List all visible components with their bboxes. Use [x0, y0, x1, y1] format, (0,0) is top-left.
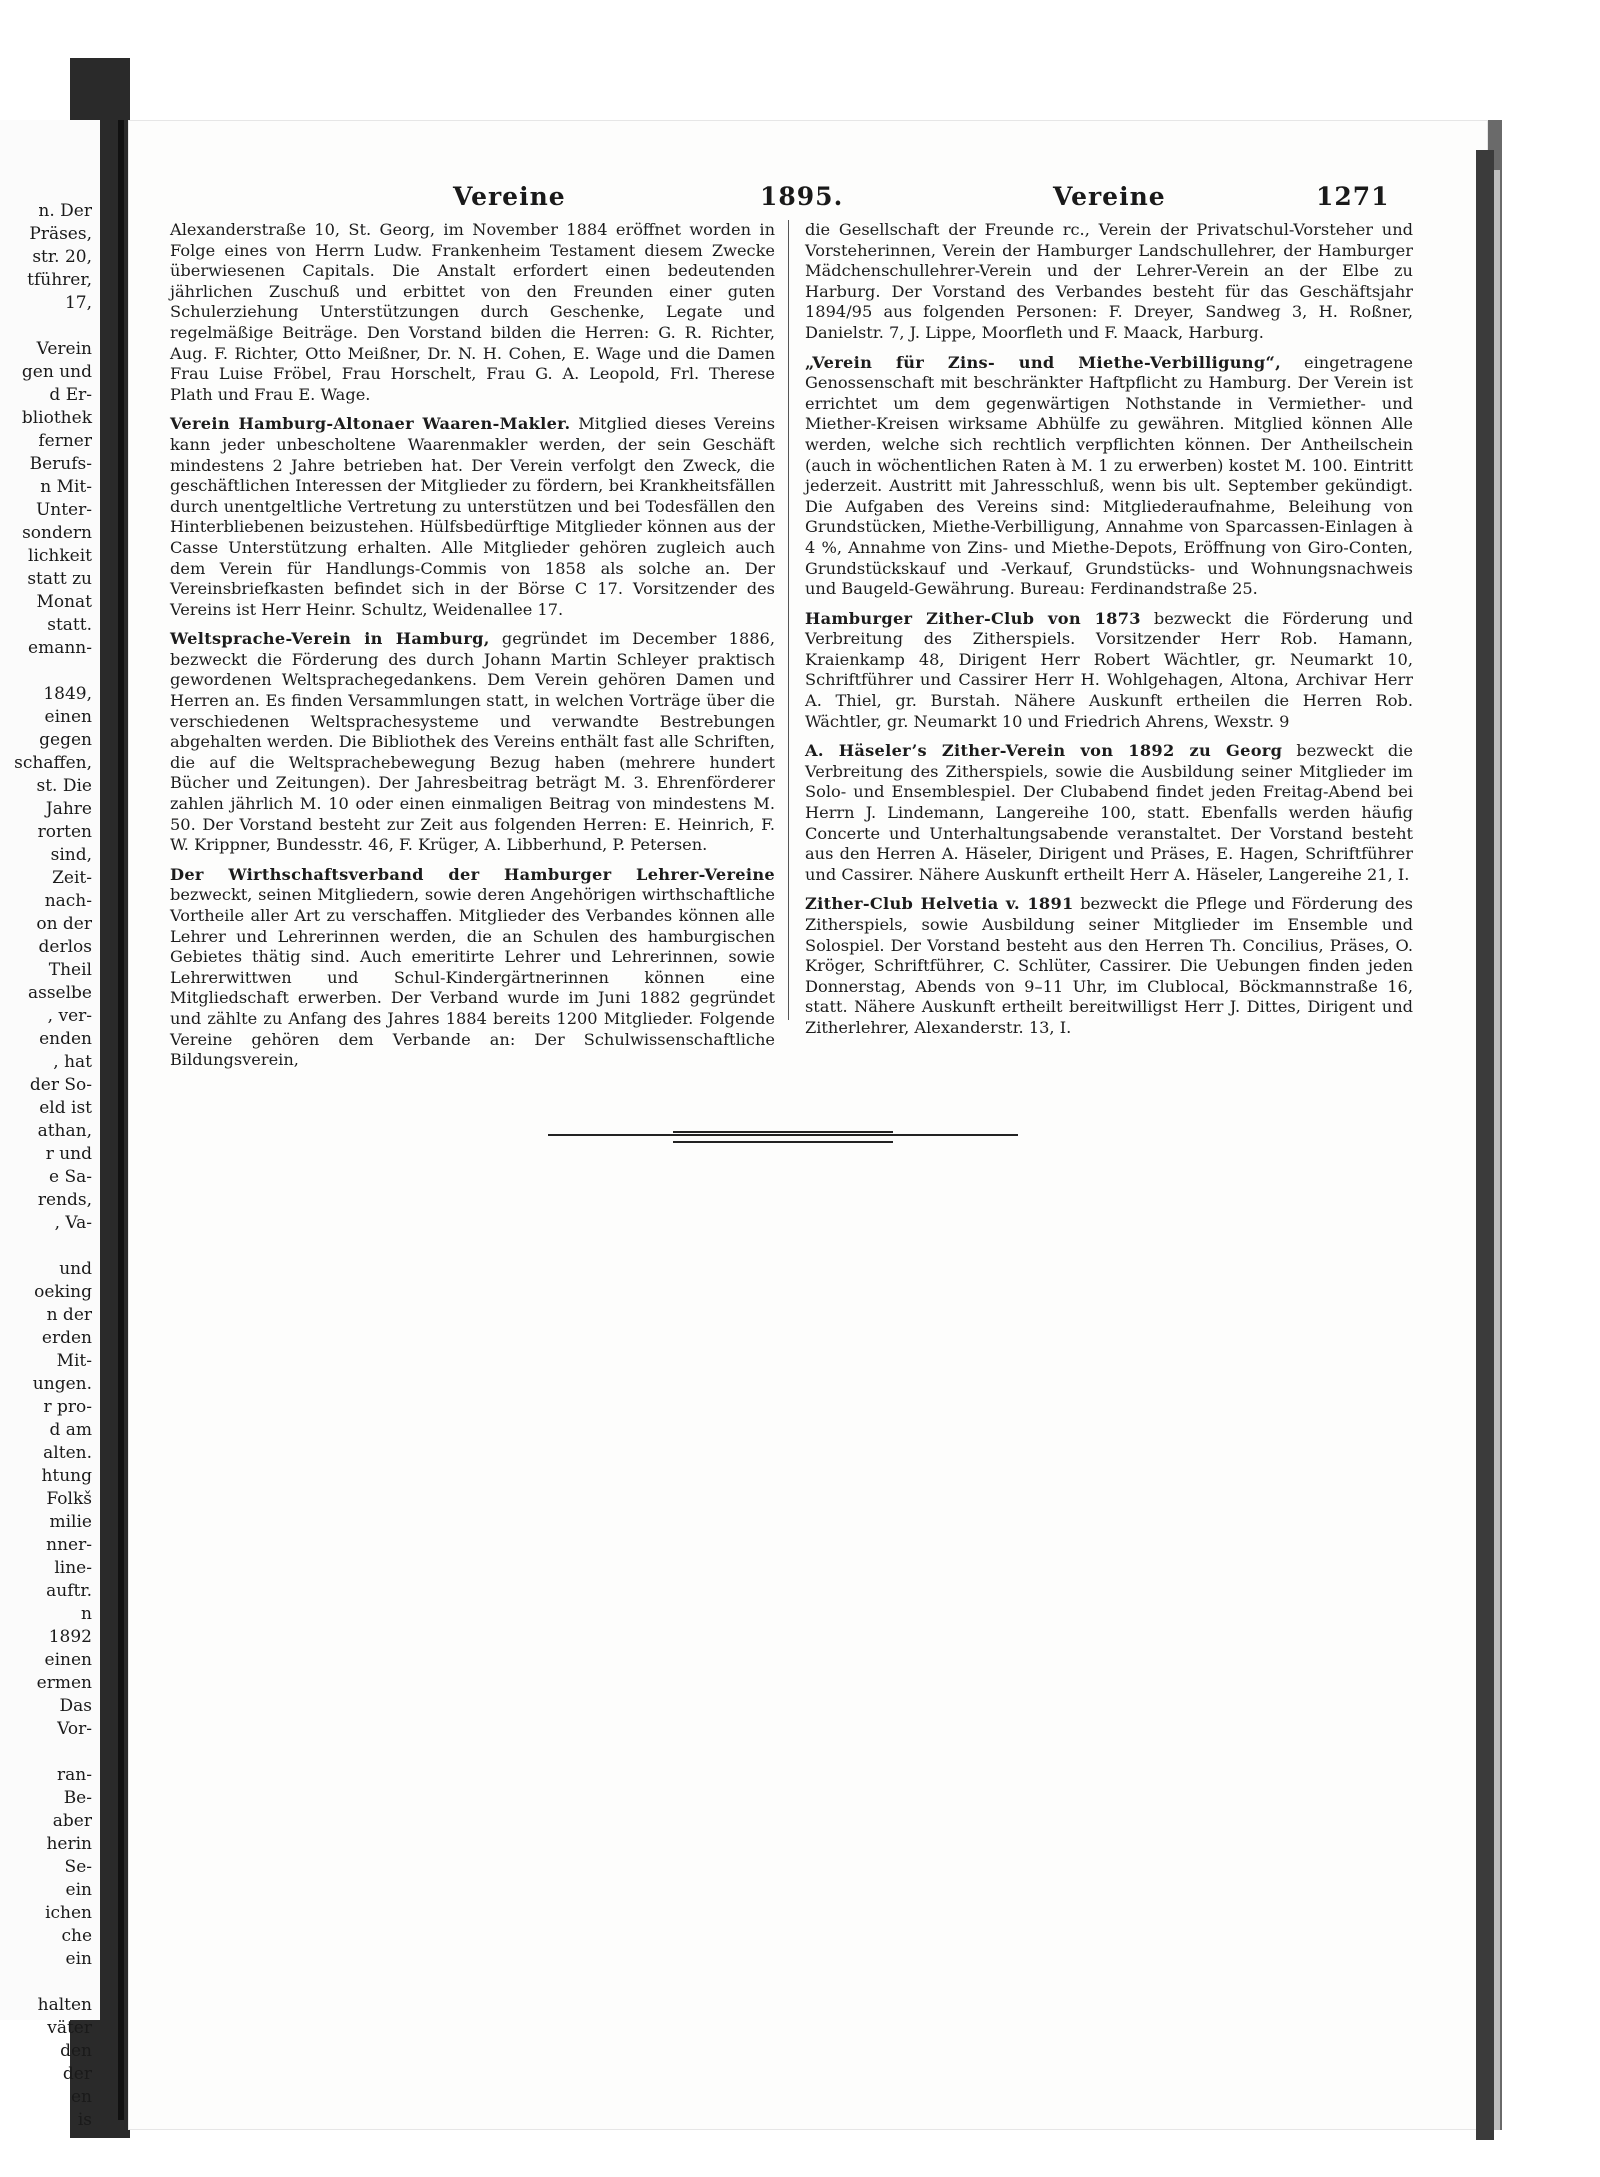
entry-heading: Weltsprache-Verein in Hamburg,	[170, 629, 490, 649]
entry-text: bezweckt die Förderung und Verbreitung des Zitherspiels. Vorsitzender Herr Rob. Hamann, Kraienkamp 48, Dirigent Herr Robert Wächtler, gr. Neumarkt 10, Schriftführer und Cassirer Herr H. Wohlgehagen, Altona, Archivar Herr A. Thiel, gr. Burstah. Nähere Auskunft ertheilen die Herren Rob. Wächtler, gr. Neumarkt 10 und Friedrich Ahrens, Wexstr. 9	[805, 608, 1413, 731]
entry-heading: Zither-Club Helvetia v. 1891	[805, 894, 1074, 914]
entry-heading: Verein Hamburg-Altonaer Waaren-Makler.	[170, 414, 571, 434]
entry-zither-club-helvetia	[805, 894, 1413, 1038]
left-page-fragments: n. Der Präses, str. 20, tführer, 17, Verein gen und d Er- bliothek ferner Berufs- n Mit- Unter- sondern lichkeit statt zu Monat statt. emann- 1849, einen gegen schaffen, st. Die Jahre rorten sind, Zeit- nach- on der derlos Theil asselbe , ver- enden , hat der So- eld ist athan, r und e Sa- rends, , Va- und oeking n der erden Mit- ungen. r pro- d am alten. htung Folkš milie nner- line- auftr. n 1892 einen ermen Das Vor- ran- Be- aber herin Se- ein ichen che ein halten väter den der en is	[14, 201, 92, 2130]
entry-heading: Hamburger Zither-Club von 1873	[805, 608, 1141, 628]
entry-text: bezweckt die Verbreitung des Zitherspiels, sowie die Ausbildung seiner Mitglieder im Solo- und Ensemblespiel. Der Clubabend findet jeden Freitag-Abend bei Herrn J. Lindemann, Langereihe 100, statt. Ebenfalls werden häufig Concerte und Unterhaltungsabende veranstaltet. Der Vorstand besteht aus den Herren A. Häseler, Dirigent und Präses, E. Hagen, Schriftführer und Cassirer. Nähere Auskunft ertheilt Herr A. Häseler, Langereihe 21, I.	[805, 741, 1413, 884]
page-edge-shadow	[1476, 150, 1494, 2140]
paragraph-text: Alexanderstraße 10, St. Georg, im November 1884 eröffnet worden in Folge eines von Herrn Ludw. Frankenheim Testament diesem Zwecke überwiesenen Capitals. Die Anstalt erfordert einen bedeutenden jährlichen Zuschuß und erbittet von den Freunden einer guten Schulerziehung Unterstützungen durch Geschenke, Legate und regelmäßige Beiträge. Den Vorstand bilden die Herren: G. R. Richter, Aug. F. Richter, Otto Meißner, Dr. N. H. Cohen, E. Wage und die Damen Frau Luise Fröbel, Frau Horschelt, Frau G. A. Leopold, Frl. Therese Plath und Frau E. Wage.	[170, 220, 775, 404]
entry-heading: „Verein für Zins- und Miethe-Verbilligung“,	[805, 352, 1282, 372]
entry-zither-club-1873	[805, 609, 1413, 733]
entry-wirthschaftsverband	[170, 865, 775, 1071]
entry-text: bezweckt die Pflege und Förderung des Zitherspiels, sowie Ausbildung seiner Mitglieder im Ensemble und Solospiel. Der Vorstand besteht aus den Herren Th. Concilius, Präses, O. Kröger, Schriftführer, C. Schlüter, Cassirer. Die Uebungen finden jeden Donnerstag, Abends von 9–11 Uhr, im Clublocal, Böckmannstraße 16, statt. Nähere Auskunft ertheilt bereitwilligst Herr J. Dittes, Dirigent und Zitherlehrer, Alexanderstr. 13, I.	[805, 894, 1413, 1037]
page-number: 1271	[1316, 182, 1390, 211]
entry-heading: A. Häseler’s Zither-Verein von 1892 zu Georg	[805, 741, 1283, 761]
entry-heading: Der Wirthschaftsverband der Hamburger Lehrer-Vereine	[170, 864, 775, 884]
column-rule	[788, 220, 789, 1020]
section-end-rule	[548, 1130, 1018, 1140]
entry-text: bezweckt, seinen Mitgliedern, sowie deren Angehörigen wirthschaftliche Vortheile aller Art zu verschaffen. Mitglieder des Verbandes können alle Lehrer und Lehrerinnen werden, die an Schulen des hamburgischen Gebietes thätig sind. Auch emeritirte Lehrer und Lehrerinnen, sowie Lehrerwittwen und Schul-Kindergärtnerinnen können eine Mitgliedschaft erwerben. Der Verband wurde im Juni 1882 gegründet und zählte zu Anfang des Jahres 1884 bereits 1200 Mitglieder. Folgende Vereine gehören dem Verbande an: Der Schulwissenschaftliche Bildungsverein,	[170, 885, 775, 1070]
header-year: 1895.	[760, 182, 844, 211]
paragraph-text: die Gesellschaft der Freunde rc., Verein der Privatschul-Vorsteher und Vorsteherinnen, Verein der Hamburger Landschullehrer, der Hamburger Mädchenschullehrer-Verein und der Lehrer-Verein an der Elbe zu Harburg. Der Vorstand des Verbandes besteht für das Geschäftsjahr 1894/95 aus folgenden Personen: F. Dreyer, Sandweg 3, H. Roßner, Danielstr. 7, J. Lippe, Moorfleth und F. Maack, Harburg.	[805, 220, 1413, 342]
page-edge-highlight	[1494, 170, 1500, 2130]
gutter-line	[118, 120, 124, 2120]
text-column-left	[170, 220, 775, 1080]
text-column-right	[805, 220, 1413, 1048]
paragraph	[805, 220, 1413, 344]
entry-waaren-makler	[170, 414, 775, 620]
page	[128, 120, 1502, 2130]
header-right-title: Vereine	[1053, 182, 1166, 211]
left-page-edge	[0, 120, 100, 2130]
entry-text: gegründet im December 1886, bezweckt die Förderung des durch Johann Martin Schleyer praktisch gewordenen Weltsprachegedankens. Dem Verein gehören Damen und Herren an. Es finden Versammlungen statt, in welchen Vorträge über die verschiedenen Weltsprachesysteme und verwandte Bestrebungen abgehalten werden. Die Bibliothek des Vereins enthält fast alle Schriften, die auf die Weltsprachebewegung Bezug haben (mehrere hundert Bücher und Zeitungen). Der Jahresbeitrag beträgt M. 3. Ehrenförderer zahlen jährlich M. 10 oder einen einmaligen Beitrag von mindestens M. 50. Der Vorstand besteht zur Zeit aus folgenden Herren: E. Heinrich, F. W. Krippner, Bundesstr. 46, F. Krüger, A. Libberhund, P. Petersen.	[170, 629, 776, 855]
header-left-title: Vereine	[453, 182, 566, 211]
entry-text: eingetragene Genossenschaft mit beschränkter Haftpflicht zu Hamburg. Der Verein ist errichtet um dem gegenwärtigen Nothstande in Vermiether- und Miether-Kreisen wirksame Abhülfe zu gewähren. Mitglied können Alle werden, welche sich rechtlich verpflichten können. Der Antheilschein (auch in wöchentlichen Raten à M. 1 zu erwerben) kostet M. 100. Eintritt jederzeit. Austritt mit Jahresschluß, wenn bis ult. September gekündigt. Die Aufgaben des Vereins sind: Mitgliederaufnahme, Beleihung von Grundstücken, Miethe-Verbilligung, Annahme von Sparcassen-Einlagen à 4 %, Annahme von Zins- und Miethe-Depots, Eröffnung von Giro-Conten, Grundstückskauf und -Verkauf, Grundstücks- und Wohnungsnachweis und Baugeld-Gewährung. Bureau: Ferdinandstraße 25.	[805, 352, 1413, 599]
entry-text: Mitglied dieses Vereins kann jeder unbescholtene Waarenmakler werden, der sein Geschäft mindestens 2 Jahre betrieben hat. Der Verein verfolgt den Zweck, die geschäftlichen Interessen der Mitglieder zu fördern, bei Krankheitsfällen durch unentgeltliche Vertretung zu unterstützen und bei Todesfällen den Hinterbliebenen beizustehen. Hülfsbedürftige Mitglieder können aus der Casse Unterstützung erhalten. Alle Mitglieder gehören zugleich auch dem Verein für Handlungs-Commis von 1858 als solche an. Der Vereinsbriefkasten befindet sich in der Börse C 17. Vorsitzender des Vereins ist Herr Heinr. Schultz, Weidenallee 17.	[170, 414, 775, 619]
entry-zins-miethe-verbilligung	[805, 353, 1413, 600]
running-header	[128, 182, 1488, 218]
entry-weltsprache-verein	[170, 629, 775, 856]
paragraph	[170, 220, 775, 405]
entry-haeseler-zither-verein	[805, 741, 1413, 885]
rule-ornament	[673, 1131, 893, 1143]
